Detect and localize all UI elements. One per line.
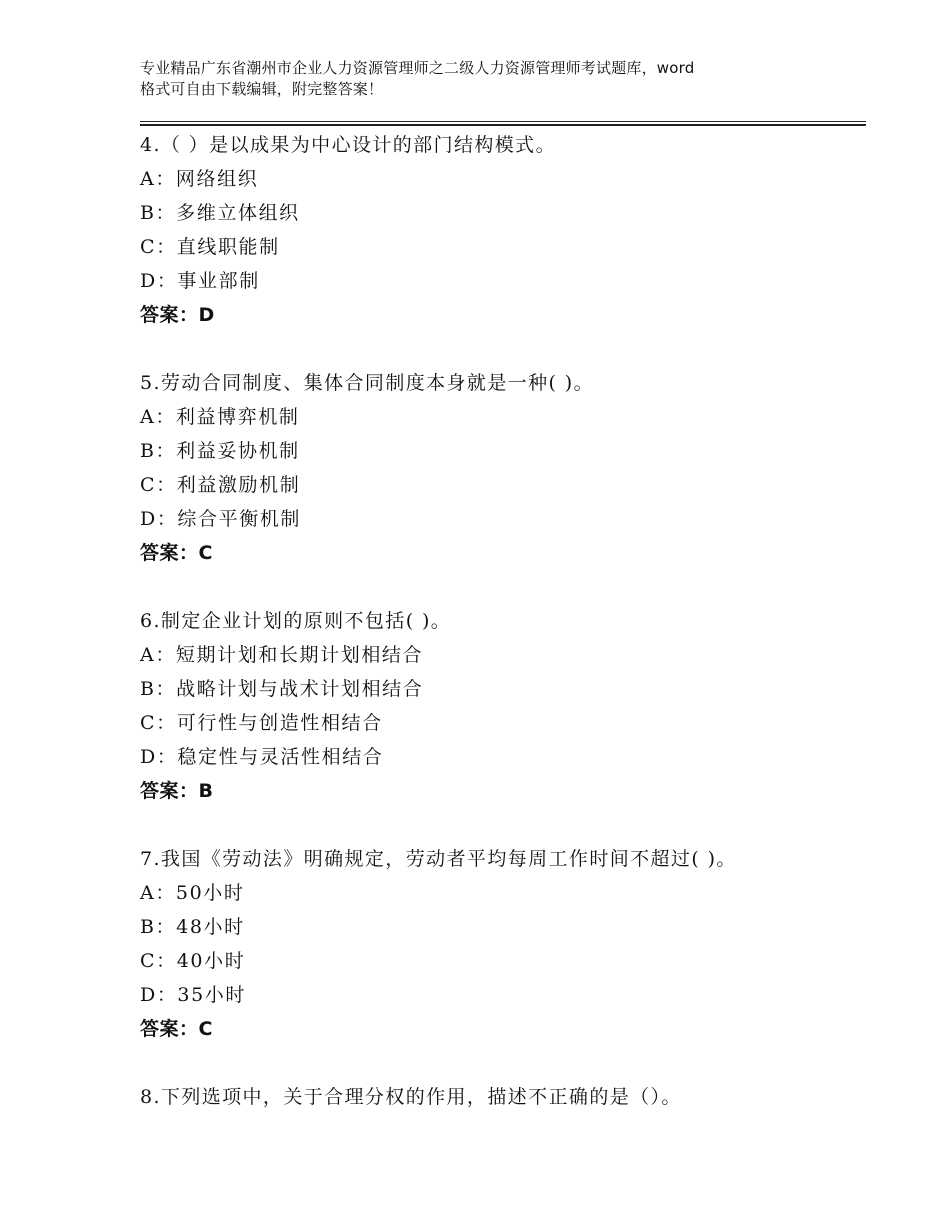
header-divider-thick xyxy=(140,124,866,126)
option-d: D：稳定性与灵活性相结合 xyxy=(140,746,384,768)
option-c: C：可行性与创造性相结合 xyxy=(140,712,383,734)
option-a: A：利益博弈机制 xyxy=(140,406,300,428)
header-line-1: 专业精品广东省潮州市企业人力资源管理师之二级人力资源管理师考试题库，word xyxy=(140,59,695,77)
option-b: B：多维立体组织 xyxy=(140,202,300,224)
question-4 xyxy=(140,128,866,366)
question-spacer xyxy=(140,570,866,604)
question-stem: 7.我国《劳动法》明确规定，劳动者平均每周工作时间不超过( )。 xyxy=(140,848,737,870)
option-d: D：综合平衡机制 xyxy=(140,508,302,530)
option-c: C：40小时 xyxy=(140,950,246,972)
option-b: B：48小时 xyxy=(140,916,245,938)
question-spacer xyxy=(140,1046,866,1080)
answer-label: 答案：B xyxy=(140,780,214,802)
question-6 xyxy=(140,604,866,842)
option-d: D：35小时 xyxy=(140,984,247,1006)
question-list xyxy=(140,128,866,1114)
question-7 xyxy=(140,842,866,1080)
question-5 xyxy=(140,366,866,604)
option-d: D：事业部制 xyxy=(140,270,260,292)
option-a: A：短期计划和长期计划相结合 xyxy=(140,644,424,666)
question-spacer xyxy=(140,332,866,366)
option-c: C：利益激励机制 xyxy=(140,474,301,496)
header-line-2: 格式可自由下载编辑，附完整答案！ xyxy=(140,80,384,98)
option-b: B：利益妥协机制 xyxy=(140,440,300,462)
option-a: A：网络组织 xyxy=(140,168,259,190)
option-a: A：50小时 xyxy=(140,882,245,904)
question-8 xyxy=(140,1080,866,1114)
question-stem: 4.（ ）是以成果为中心设计的部门结构模式。 xyxy=(140,134,556,156)
question-stem: 5.劳动合同制度、集体合同制度本身就是一种( )。 xyxy=(140,372,594,394)
answer-label: 答案：D xyxy=(140,304,215,326)
option-b: B：战略计划与战术计划相结合 xyxy=(140,678,424,700)
header-divider-thin xyxy=(140,121,866,122)
answer-label: 答案：C xyxy=(140,1018,213,1040)
question-stem: 6.制定企业计划的原则不包括( )。 xyxy=(140,610,452,632)
option-c: C：直线职能制 xyxy=(140,236,280,258)
answer-label: 答案：C xyxy=(140,542,213,564)
document-header xyxy=(140,58,840,100)
question-spacer xyxy=(140,808,866,842)
question-stem: 8.下列选项中，关于合理分权的作用，描述不正确的是（）。 xyxy=(140,1086,682,1108)
